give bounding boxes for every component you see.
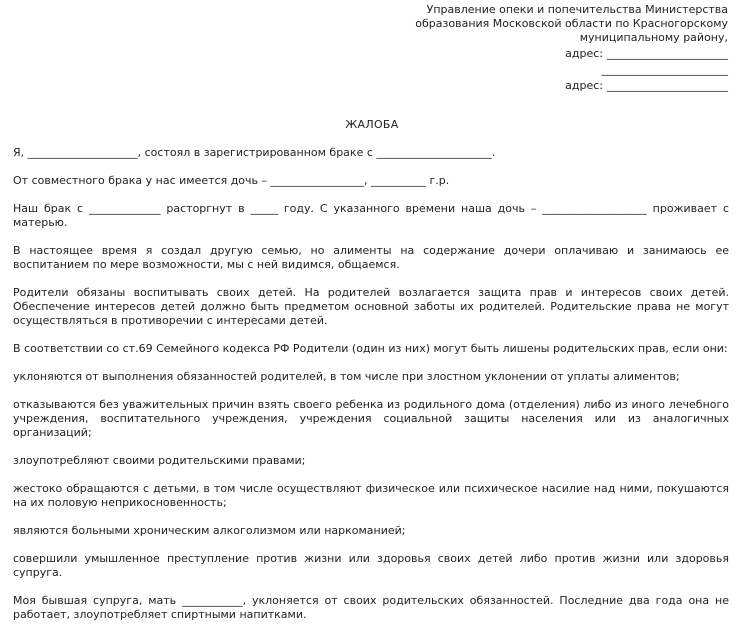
paragraph-parent-duties: Родители обязаны воспитывать своих детей. На родителей возлагается защита прав и интересов своих детей. Обеспечение интересов детей должно быть предметом основной заботы их родителей. Родительские права не могут осуществляться в противоречии с интересами детей. [13,286,729,327]
address-blank-2: ______________________ [607,79,728,92]
paragraph-ex-wife: Моя бывшая супруга, мать ___________, уклоняется от своих родительских обязанностей. Последние два года она не работает, злоупотребляет спиртными напитками. [13,594,729,621]
paragraph-article-69: В соответствии со ст.69 Семейного кодекса РФ Родители (один из них) могут быть лишены родительских прав, если они: [13,342,728,355]
document-body [13,146,729,636]
paragraph-divorce: Наш брак с _____________ расторгнут в _____ году. С указанного времени наша дочь – ___________________ проживает с матерью. [13,202,729,229]
paragraph-child: От совместного брака у нас имеется дочь – _________________, __________ г.р. [13,174,450,187]
paragraph-ground-1: уклоняются от выполнения обязанностей родителей, в том числе при злостном уклонении от уплаты алиментов; [13,370,680,383]
addressee-line-1: Управление опеки и попечительства Министерства [426,3,728,16]
paragraph-ground-4: жестоко обращаются с детьми, в том числе осуществляют физическое или психическое насилие над ними, покушаются на их половую неприкосновенность; [13,482,729,509]
addressee-block [408,3,728,93]
paragraph-ground-6: совершили умышленное преступление против жизни или здоровья своих детей либо против жизни или здоровья супруга. [13,552,729,579]
address-row-2 [408,79,728,93]
address-label-2: адрес: [565,79,603,92]
address-label-1: адрес: [565,47,603,60]
paragraph-intro: Я, ____________________, состоял в зарегистрированном браке с _____________________. [13,146,496,159]
address-row-1 [408,47,728,61]
paragraph-ground-2: отказываются без уважительных причин взять своего ребенка из родильного дома (отделения) либо из иного лечебного учреждения, воспитательного учреждения, учреждения социальной защиты населения или из аналогичных организаций; [13,398,729,439]
address-blank-1: ______________________ [607,47,728,60]
paragraph-ground-5: являются больными хроническим алкоголизмом или наркоманией; [13,524,406,537]
address-blank-extra: _______________________ [601,63,728,76]
paragraph-new-family: В настоящее время я создал другую семью, но алименты на содержание дочери оплачиваю и занимаюсь ее воспитанием по мере возможности, мы с ней видимся, общаемся. [13,244,729,271]
addressee-line-3: муниципальному району, [579,31,728,44]
paragraph-ground-3: злоупотребляют своими родительскими правами; [13,454,306,467]
addressee-line-2: образования Московской области по Красногорскому [415,17,728,30]
document-title: ЖАЛОБА [345,118,399,131]
